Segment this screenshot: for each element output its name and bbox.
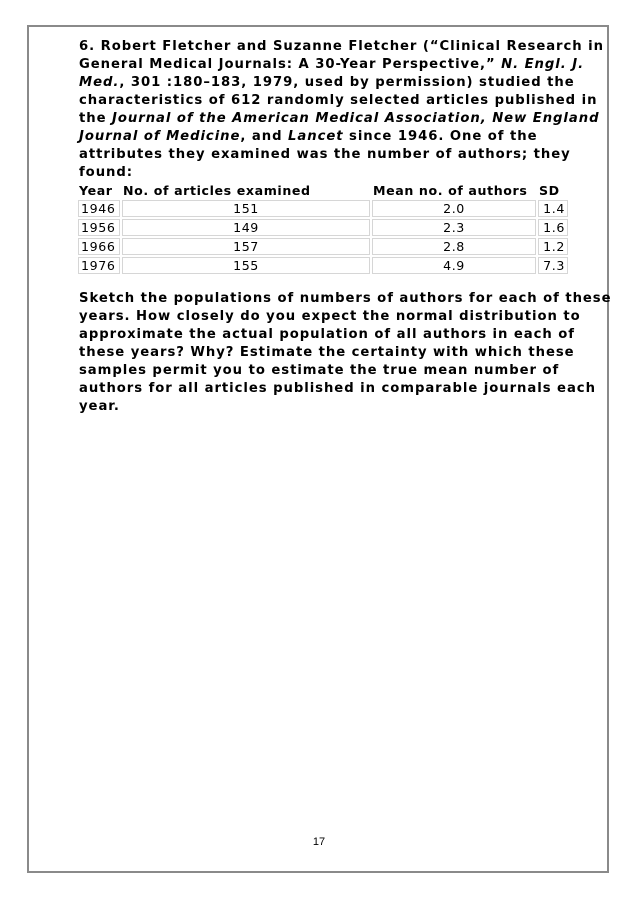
table-header-row [78, 182, 568, 198]
cell-articles: 151 [122, 200, 370, 217]
cell-year: 1966 [78, 238, 120, 255]
header-mean: Mean no. of authors [373, 182, 528, 198]
problem-text-2: , 301 :180–183, 1979, used by permission) studied the characteristics of 612 randomly selected articles published in the [79, 75, 598, 126]
table-row [78, 200, 568, 217]
cell-sd: 1.4 [538, 200, 568, 217]
cell-year: 1956 [78, 219, 120, 236]
cell-mean: 4.9 [372, 257, 536, 274]
table-row [78, 238, 568, 255]
table-row [78, 257, 568, 274]
cell-mean: 2.0 [372, 200, 536, 217]
question-text: Sketch the populations of numbers of authors for each of these years. How closely do you expect the normal distribution to approximate the actual population of all authors in each of these years? Why? Estimate the certainty with which these samples permit you to estimate the true mean number of authors for all articles published in comparable journals each year. [79, 291, 612, 414]
cell-sd: 1.6 [538, 219, 568, 236]
cell-mean: 2.3 [372, 219, 536, 236]
problem-statement [79, 38, 619, 182]
problem-text-1: Robert Fletcher and Suzanne Fletcher (“Clinical Research in General Medical Journals: A 30-Year Perspective,” [79, 39, 604, 72]
header-sd: SD [539, 182, 560, 198]
cell-year: 1976 [78, 257, 120, 274]
problem-number: 6. [79, 39, 96, 54]
table-row [78, 219, 568, 236]
cell-articles: 157 [122, 238, 370, 255]
journal-lancet: Lancet [288, 129, 344, 144]
cell-mean: 2.8 [372, 238, 536, 255]
header-year: Year [79, 182, 113, 198]
journal-abbrev: N. Engl. J. Med. [79, 57, 585, 90]
page-number: 17 [312, 836, 326, 848]
authors-table [76, 180, 570, 276]
header-articles: No. of articles examined [123, 182, 311, 198]
problem-text-4: since 1946. One of the attributes they examined was the number of authors; they found: [79, 129, 571, 180]
problem-text-3: , and [240, 129, 289, 144]
cell-sd: 7.3 [538, 257, 568, 274]
cell-articles: 149 [122, 219, 370, 236]
cell-year: 1946 [78, 200, 120, 217]
cell-articles: 155 [122, 257, 370, 274]
journal-names: Journal of the American Medical Association, New England Journal of Medicine [79, 111, 600, 144]
cell-sd: 1.2 [538, 238, 568, 255]
